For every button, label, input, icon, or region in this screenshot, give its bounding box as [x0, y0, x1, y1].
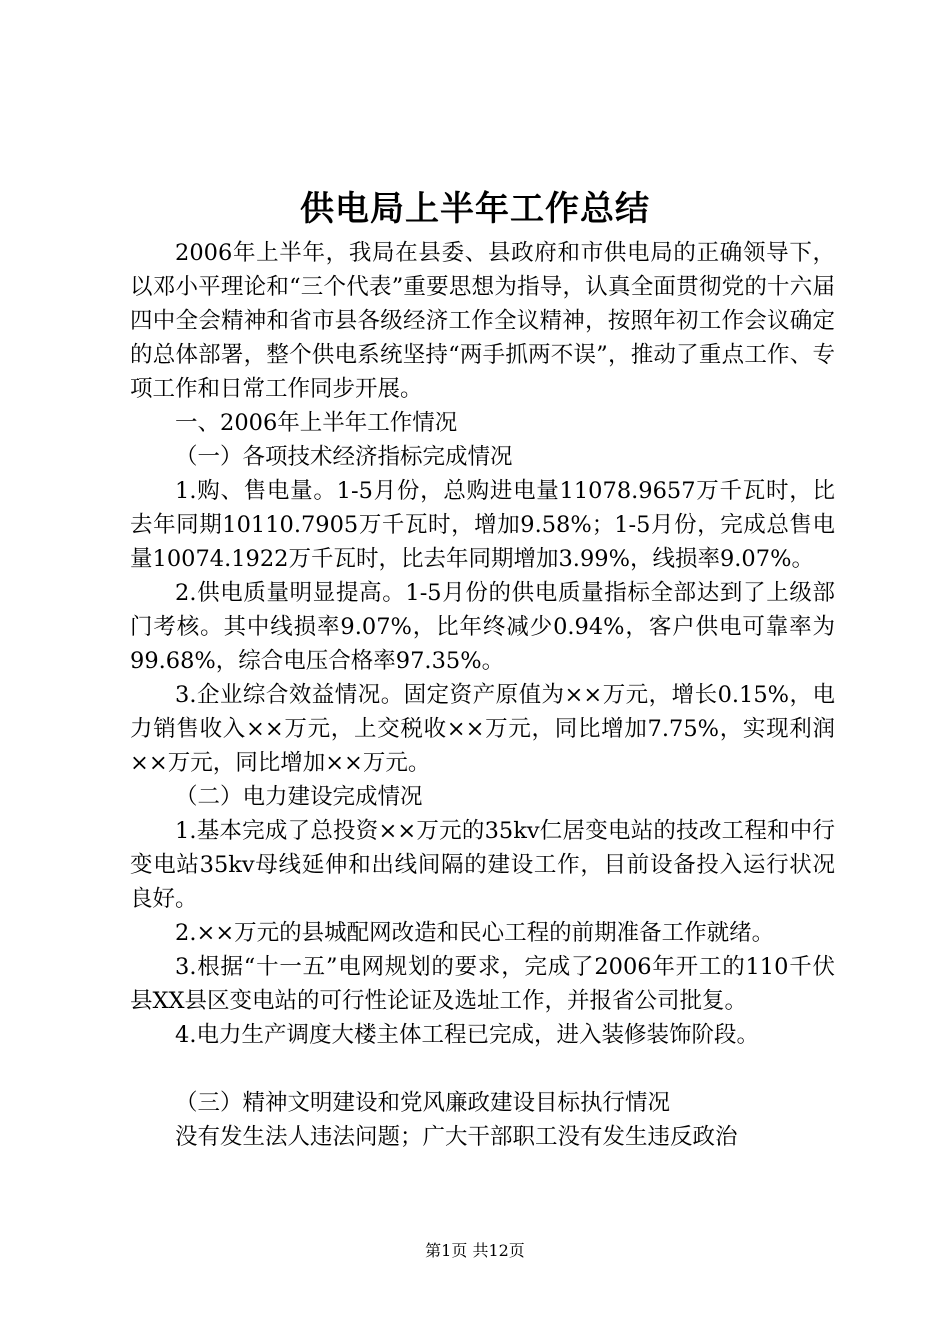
paragraph-item-1-2: 2.供电质量明显提高。1-5月份的供电质量指标全部达到了上级部门考核。其中线损率9.07%，比年终减少0.94%，客户供电可靠率为99.68%，综合电压合格率97.35%。: [130, 580, 835, 674]
subsection-heading-3: （三）精神文明建设和党风廉政建设目标执行情况: [175, 1090, 671, 1116]
subsection-heading-2: （二）电力建设完成情况: [175, 784, 423, 810]
paragraph-item-1-1: 1.购、售电量。1-5月份，总购进电量11078.9657万千瓦时，比去年同期10110.7905万千瓦时，增加9.58%；1-5月份，完成总售电量10074.1922万千瓦时，比去年同期增加3.99%，线损率9.07%。: [130, 478, 835, 572]
document-body: [130, 236, 835, 1154]
intro-paragraph: 2006年上半年，我局在县委、县政府和市供电局的正确领导下，以邓小平理论和“三个代表”重要思想为指导，认真全面贯彻党的十六届四中全会精神和省市县各级经济工作全议精神，按照年初工作会议确定的总体部署，整个供电系统坚持“两手抓两不误”，推动了重点工作、专项工作和日常工作同步开展。: [130, 240, 835, 402]
page-footer: 第1页 共12页: [425, 1241, 525, 1260]
paragraph-item-2-2: 2.××万元的县城配网改造和民心工程的前期准备工作就绪。: [175, 920, 775, 946]
paragraph-item-3-1: 没有发生法人违法问题；广大干部职工没有发生违反政治: [175, 1124, 738, 1150]
subsection-heading-1: （一）各项技术经济指标完成情况: [175, 444, 513, 470]
document-title: 供电局上半年工作总结: [300, 189, 650, 229]
paragraph-item-2-1: 1.基本完成了总投资××万元的35kv仁居变电站的技改工程和中行变电站35kv母线延伸和出线间隔的建设工作，目前设备投入运行状况良好。: [130, 818, 835, 912]
section-heading-1: 一、2006年上半年工作情况: [175, 410, 458, 436]
paragraph-item-1-3: 3.企业综合效益情况。固定资产原值为××万元，增长0.15%，电力销售收入××万元，上交税收××万元，同比增加7.75%，实现利润××万元，同比增加××万元。: [130, 682, 835, 776]
paragraph-item-2-3: 3.根据“十一五”电网规划的要求，完成了2006年开工的110千伏县XX县区变电站的可行性论证及选址工作，并报省公司批复。: [130, 954, 835, 1014]
paragraph-item-2-4: 4.电力生产调度大楼主体工程已完成，进入装修装饰阶段。: [175, 1022, 759, 1048]
